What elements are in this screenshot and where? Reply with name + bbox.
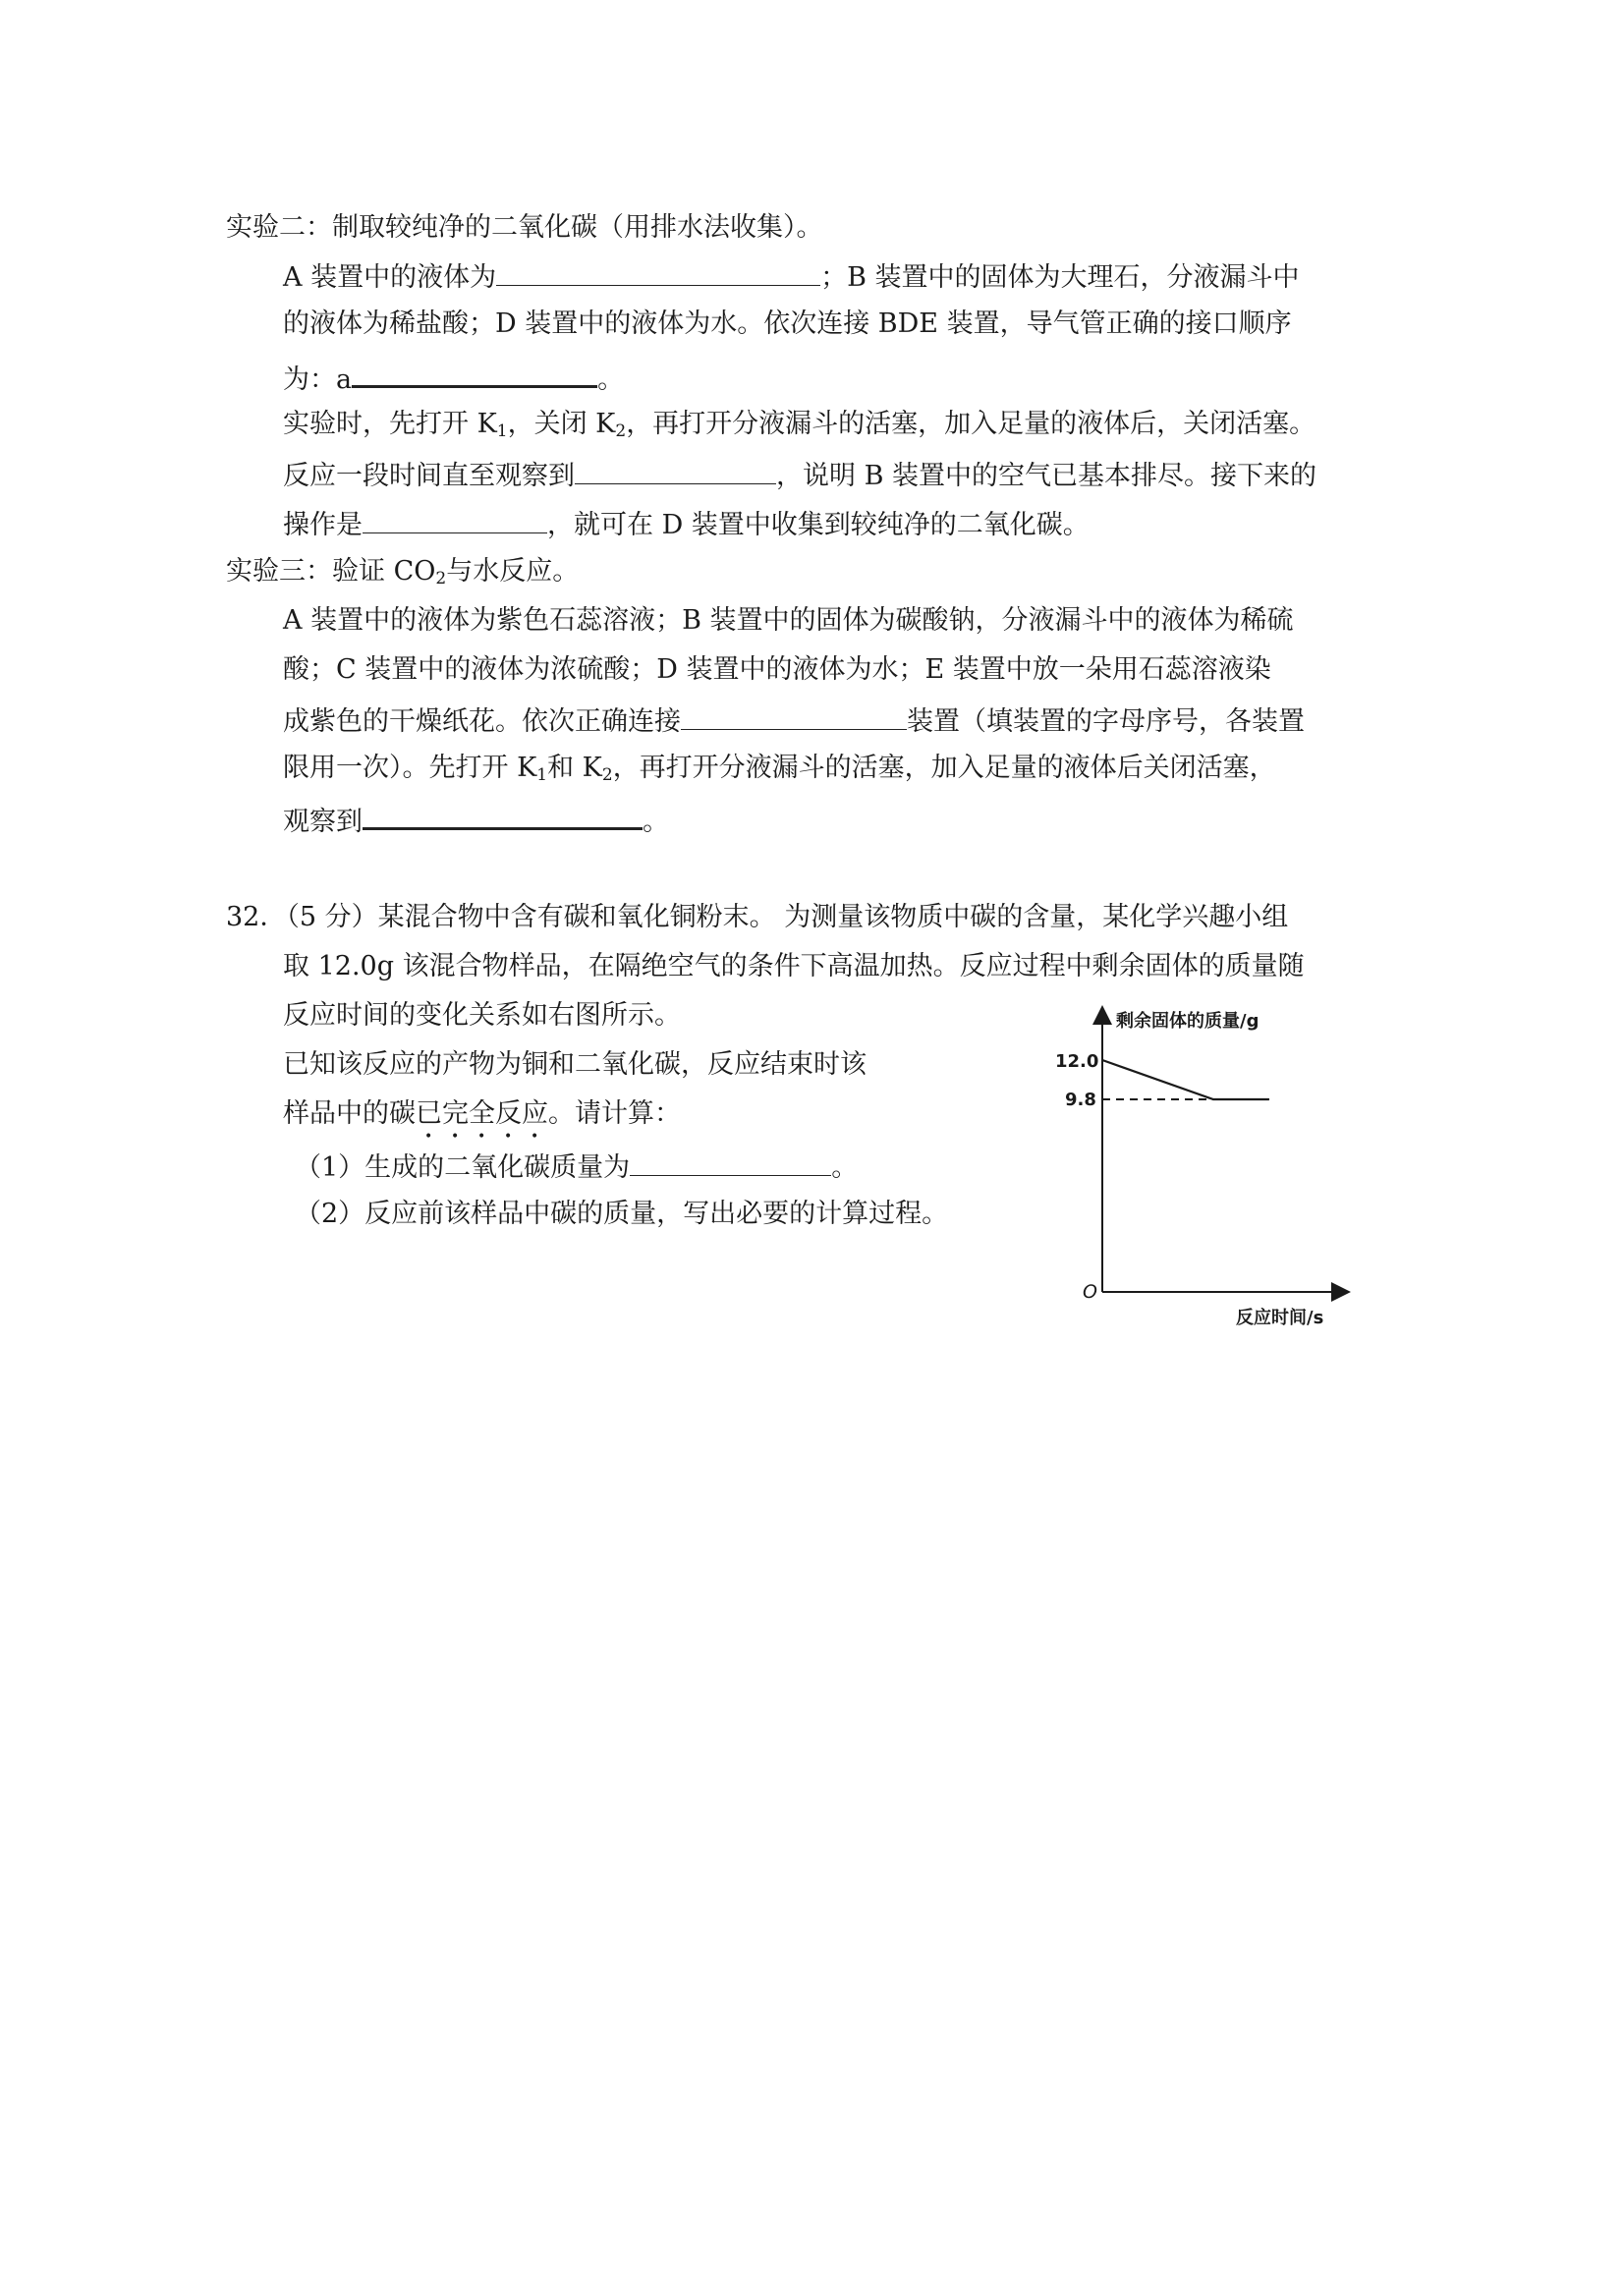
q32-line-6: （1）生成的二氧化碳质量为 。 <box>295 1148 858 1186</box>
mass-series-line <box>1102 1060 1269 1099</box>
mass-time-chart <box>1041 997 1356 1331</box>
exp3-title: 实验三：验证 $CO_2$与水反应。 <box>226 556 580 588</box>
exp2-line-1: A 装置中的液体为 ；B 装置中的固体为大理石，分液漏斗中 <box>283 257 1300 296</box>
q32-line-7: （2）反应前该样品中碳的质量，写出必要的计算过程。 <box>295 1199 949 1229</box>
exp3-line-1: A 装置中的液体为紫色石蕊溶液；B 装置中的固体为碳酸钠，分液漏斗中的液体为稀硫 <box>283 605 1294 636</box>
exp2-line-2: 的液体为稀盐酸；D 装置中的液体为水。依次连接 BDE 装置，导气管正确的接口顺序 <box>283 308 1292 339</box>
answer-blank[interactable] <box>575 456 776 484</box>
exp2-line-4: 实验时，先打开 $K_1$，关闭 $K_2$，再打开分液漏斗的活塞，加入足量的液体后，关闭活塞。 <box>283 409 1316 441</box>
answer-blank[interactable] <box>363 505 547 533</box>
answer-blank[interactable] <box>363 800 643 830</box>
y-axis-label: 剩余固体的质量/g <box>1116 1011 1259 1032</box>
exp3-line-2: 酸；C 装置中的液体为浓硫酸；D 装置中的液体为水；E 装置中放一朵用石蕊溶液染 <box>283 654 1271 685</box>
answer-blank[interactable] <box>681 701 907 730</box>
x-axis-label: 反应时间/s <box>1236 1308 1324 1328</box>
exp2-line-3: 为：a 。 <box>283 358 624 398</box>
y-tick-label-12: 12.0 <box>1055 1051 1099 1072</box>
exp2-line-6: 操作是 ，就可在 D 装置中收集到较纯净的二氧化碳。 <box>283 505 1090 543</box>
q32-line-1: 32．（5 分）某混合物中含有碳和氧化铜粉末。 为测量该物质中碳的含量，某化学兴趣小组 <box>226 902 1289 932</box>
exp3-line-4: 限用一次）。先打开 $K_1$和 $K_2$，再打开分液漏斗的活塞，加入足量的液体后关闭活塞， <box>283 753 1276 785</box>
exp3-line-5: 观察到 。 <box>283 800 669 840</box>
exp2-line-5: 反应一段时间直至观察到 ，说明 B 装置中的空气已基本排尽。接下来的 <box>283 456 1316 494</box>
q32-line-2: 取 12.0g 该混合物样品，在隔绝空气的条件下高温加热。反应过程中剩余固体的质量随 <box>283 951 1305 981</box>
q32-line-4: 已知该反应的产物为铜和二氧化碳，反应结束时该 <box>283 1049 867 1080</box>
answer-blank[interactable] <box>352 358 597 388</box>
exp3-line-3: 成紫色的干燥纸花。依次正确连接 装置（填装置的字母序号，各装置 <box>283 701 1305 740</box>
answer-blank[interactable] <box>496 257 820 286</box>
exp2-title: 实验二：制取较纯净的二氧化碳（用排水法收集）。 <box>226 212 823 243</box>
q32-line-3: 反应时间的变化关系如右图所示。 <box>283 1000 681 1031</box>
answer-blank[interactable] <box>630 1148 831 1176</box>
origin-label: O <box>1083 1281 1097 1303</box>
y-tick-label-9-8: 9.8 <box>1065 1090 1096 1110</box>
q32-line-5: 样品中的碳已完全反应。请计算： <box>283 1098 681 1129</box>
